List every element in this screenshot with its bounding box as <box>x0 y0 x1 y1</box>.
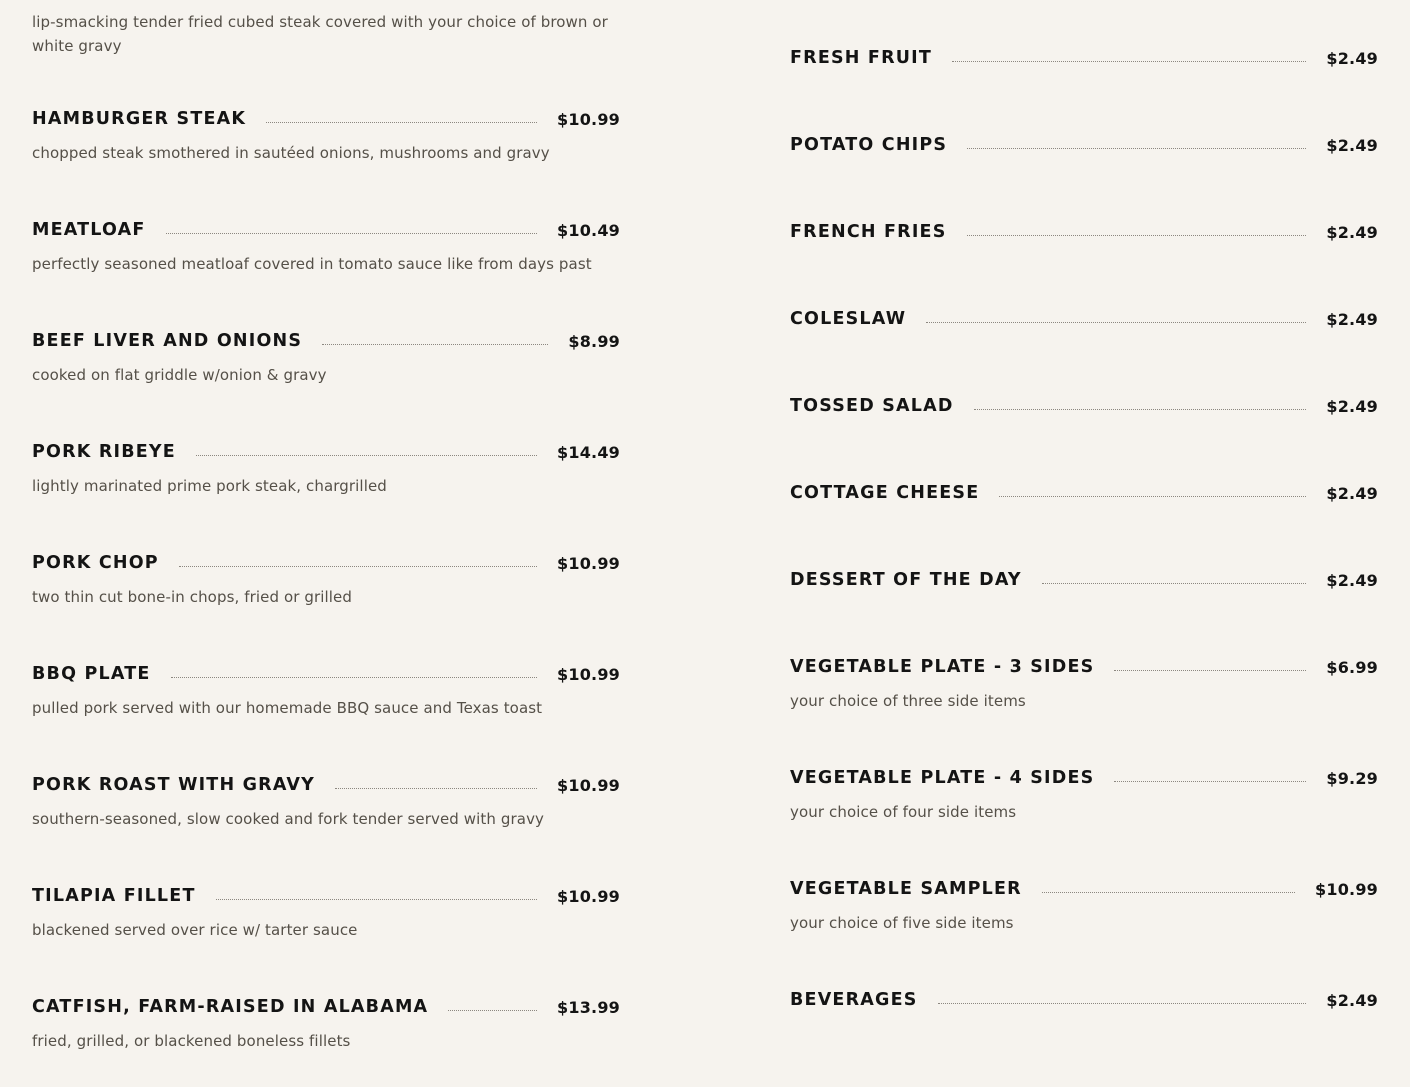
dot-leader <box>1114 781 1306 782</box>
dot-leader <box>179 566 537 567</box>
menu-item <box>790 220 1378 244</box>
menu-item-header <box>790 568 1378 592</box>
item-description: your choice of five side items <box>790 914 1014 932</box>
item-description: your choice of four side items <box>790 803 1017 821</box>
item-price: $2.49 <box>1326 135 1378 155</box>
item-price: $8.99 <box>568 331 620 351</box>
item-name: FRESH FRUIT <box>790 48 933 68</box>
menu-item-header <box>32 218 620 242</box>
item-name: BEVERAGES <box>790 990 918 1010</box>
menu-item-header <box>790 655 1378 679</box>
menu-item-header <box>790 46 1378 70</box>
item-description: perfectly seasoned meatloaf covered in tomato sauce like from days past <box>32 255 592 273</box>
menu-item <box>32 551 620 607</box>
menu-item-header <box>790 877 1378 901</box>
menu-item <box>32 218 620 274</box>
item-name: MEATLOAF <box>32 220 146 240</box>
dot-leader <box>938 1003 1307 1004</box>
menu-item <box>790 394 1378 418</box>
menu-item-header <box>32 662 620 686</box>
menu-item <box>32 995 620 1051</box>
item-description: chopped steak smothered in sautéed onions, mushrooms and gravy <box>32 144 550 162</box>
item-price: $2.49 <box>1326 990 1378 1010</box>
dot-leader <box>335 788 537 789</box>
menu-item <box>32 662 620 718</box>
menu-item-header <box>790 220 1378 244</box>
dot-leader <box>967 148 1306 149</box>
item-description: your choice of three side items <box>790 692 1026 710</box>
item-price: $10.99 <box>557 109 620 129</box>
item-price: $2.49 <box>1326 570 1378 590</box>
item-description: blackened served over rice w/ tarter sauce <box>32 921 358 939</box>
menu-item <box>790 655 1378 711</box>
item-description: lightly marinated prime pork steak, chargrilled <box>32 477 387 495</box>
menu-item-header <box>32 773 620 797</box>
menu-item-header <box>32 107 620 131</box>
dot-leader <box>967 235 1307 236</box>
menu-item-header <box>790 481 1378 505</box>
item-price: $10.99 <box>1315 879 1378 899</box>
item-price: $2.49 <box>1326 222 1378 242</box>
dot-leader <box>448 1010 537 1011</box>
dot-leader <box>196 455 537 456</box>
item-price: $9.29 <box>1326 768 1378 788</box>
item-name: VEGETABLE PLATE - 3 SIDES <box>790 657 1095 677</box>
menu-item <box>790 481 1378 505</box>
item-name: BBQ PLATE <box>32 664 151 684</box>
item-price: $2.49 <box>1326 483 1378 503</box>
menu-item <box>790 307 1378 331</box>
item-name: HAMBURGER STEAK <box>32 109 247 129</box>
menu-item-header <box>32 329 620 353</box>
menu-item <box>32 329 620 385</box>
menu-item-header <box>790 133 1378 157</box>
dot-leader <box>266 122 537 123</box>
menu-item <box>32 773 620 829</box>
item-name: POTATO CHIPS <box>790 135 948 155</box>
menu-item-header <box>790 394 1378 418</box>
menu-item <box>790 568 1378 592</box>
dot-leader <box>926 322 1306 323</box>
item-name: PORK RIBEYE <box>32 442 176 462</box>
dot-leader <box>1042 583 1307 584</box>
dot-leader <box>171 677 538 678</box>
item-description: two thin cut bone-in chops, fried or grilled <box>32 588 353 606</box>
menu-item <box>790 133 1378 157</box>
menu-item <box>790 988 1378 1012</box>
item-name: PORK ROAST WITH GRAVY <box>32 775 315 795</box>
dot-leader <box>1042 892 1295 893</box>
dot-leader <box>1114 670 1306 671</box>
item-name: COTTAGE CHEESE <box>790 483 980 503</box>
menu-item-header <box>32 995 620 1019</box>
item-name: BEEF LIVER AND ONIONS <box>32 331 303 351</box>
dot-leader <box>974 409 1307 410</box>
item-price: $10.99 <box>557 775 620 795</box>
menu-item-header <box>32 884 620 908</box>
item-name: COLESLAW <box>790 309 907 329</box>
menu-item <box>32 884 620 940</box>
item-price: $2.49 <box>1326 396 1378 416</box>
item-price: $2.49 <box>1326 309 1378 329</box>
menu-item <box>790 46 1378 70</box>
menu-item-header <box>32 551 620 575</box>
item-price: $10.99 <box>557 553 620 573</box>
item-name: CATFISH, FARM-RAISED IN ALABAMA <box>32 997 429 1017</box>
item-price: $10.99 <box>557 664 620 684</box>
item-name: TILAPIA FILLET <box>32 886 196 906</box>
item-name: DESSERT OF THE DAY <box>790 570 1022 590</box>
item-name: FRENCH FRIES <box>790 222 947 242</box>
menu-item-header <box>32 440 620 464</box>
item-description: cooked on flat griddle w/onion & gravy <box>32 366 327 384</box>
dot-leader <box>166 233 538 234</box>
menu-item <box>32 107 620 163</box>
dot-leader <box>952 61 1306 62</box>
menu-item-header <box>790 766 1378 790</box>
item-price: $10.99 <box>557 886 620 906</box>
item-price: $14.49 <box>557 442 620 462</box>
menu-item <box>790 766 1378 822</box>
dot-leader <box>216 899 537 900</box>
dot-leader <box>322 344 548 345</box>
dot-leader <box>999 496 1306 497</box>
item-description: pulled pork served with our homemade BBQ sauce and Texas toast <box>32 699 543 717</box>
item-price: $10.49 <box>557 220 620 240</box>
item-name: PORK CHOP <box>32 553 159 573</box>
menu-item <box>790 877 1378 933</box>
item-description: southern-seasoned, slow cooked and fork tender served with gravy <box>32 810 545 828</box>
item-price: $2.49 <box>1326 48 1378 68</box>
item-description: lip-smacking tender fried cubed steak covered with your choice of brown or white gravy <box>32 13 608 55</box>
menu-item-header <box>790 307 1378 331</box>
item-name: VEGETABLE PLATE - 4 SIDES <box>790 768 1095 788</box>
menu-item-header <box>790 988 1378 1012</box>
item-price: $13.99 <box>557 997 620 1017</box>
item-description: fried, grilled, or blackened boneless fillets <box>32 1032 351 1050</box>
item-name: TOSSED SALAD <box>790 396 954 416</box>
menu-item <box>32 440 620 496</box>
item-price: $6.99 <box>1326 657 1378 677</box>
item-name: VEGETABLE SAMPLER <box>790 879 1022 899</box>
